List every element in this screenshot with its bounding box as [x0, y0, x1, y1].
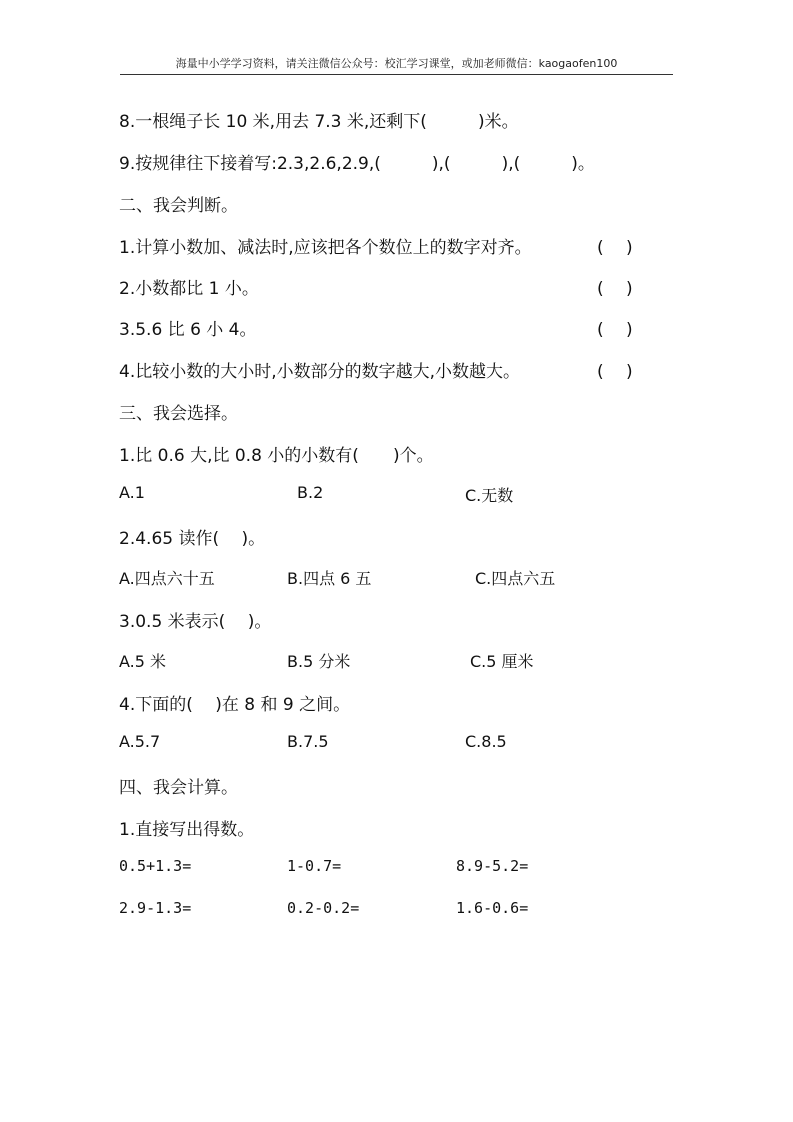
- judge-mark: ( ): [597, 362, 633, 382]
- choice-option-c: C.8.5: [465, 732, 507, 751]
- choice-question: 4.下面的( )在 8 和 9 之间。: [119, 695, 351, 715]
- calc-item: 2.9-1.3=: [119, 899, 192, 917]
- choice-option-b: B.四点 6 五: [287, 569, 372, 588]
- choice-question: 1.比 0.6 大,比 0.8 小的小数有( )个。: [119, 446, 434, 466]
- calc-item: 0.5+1.3=: [119, 857, 192, 875]
- page-header: 海量中小学学习资料，请关注微信公众号：校汇学习课堂，或加老师微信：kaogaofen100: [175, 57, 618, 70]
- choice-option-b: B.5 分米: [287, 652, 351, 671]
- choice-option-b: B.7.5: [287, 732, 329, 751]
- calc-instruction: 1.直接写出得数。: [119, 820, 255, 840]
- section-choice-title: 三、我会选择。: [119, 404, 238, 424]
- judge-item: 4.比较小数的大小时,小数部分的数字越大,小数越大。: [119, 362, 521, 382]
- choice-option-a: A.5 米: [119, 652, 167, 671]
- choice-option-b: B.2: [297, 483, 324, 502]
- choice-option-a: A.四点六十五: [119, 569, 215, 588]
- choice-option-a: A.5.7: [119, 732, 161, 751]
- header-rule: [120, 74, 673, 75]
- calc-item: 1-0.7=: [287, 857, 342, 875]
- judge-mark: ( ): [597, 320, 633, 340]
- judge-item: 1.计算小数加、减法时,应该把各个数位上的数字对齐。: [119, 238, 532, 258]
- calc-item: 0.2-0.2=: [287, 899, 360, 917]
- calc-item: 8.9-5.2=: [456, 857, 529, 875]
- judge-mark: ( ): [597, 279, 633, 299]
- section-judge-title: 二、我会判断。: [119, 196, 238, 216]
- choice-option-c: C.无数: [465, 486, 514, 505]
- judge-mark: ( ): [597, 238, 633, 258]
- choice-question: 2.4.65 读作( )。: [119, 529, 266, 549]
- choice-option-c: C.四点六五: [475, 569, 556, 588]
- choice-option-c: C.5 厘米: [470, 652, 534, 671]
- calc-item: 1.6-0.6=: [456, 899, 529, 917]
- choice-question: 3.0.5 米表示( )。: [119, 612, 272, 632]
- judge-item: 2.小数都比 1 小。: [119, 279, 259, 299]
- section-calc-title: 四、我会计算。: [119, 778, 238, 798]
- judge-item: 3.5.6 比 6 小 4。: [119, 320, 257, 340]
- question-9: 9.按规律往下接着写:2.3,2.6,2.9,( ),( ),( )。: [119, 154, 595, 174]
- choice-option-a: A.1: [119, 483, 145, 502]
- question-8: 8.一根绳子长 10 米,用去 7.3 米,还剩下( )米。: [119, 112, 519, 132]
